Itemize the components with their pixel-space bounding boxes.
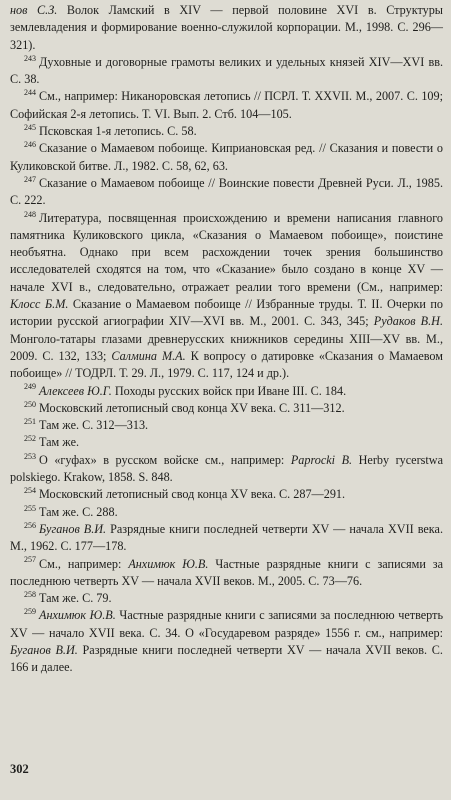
footnote-number: 256 <box>24 520 36 530</box>
footnote-text: Волок Ламский в XIV — первой половине XVI в. Структуры землевладения и формирование военно-служилой корпорации. М., 1998. С. 296—321). <box>10 3 443 52</box>
author-name: Буганов В.И. <box>10 642 78 657</box>
footnote-text: Herby rycerstwa polskiego. Krakow, 1858. S. 848. <box>10 452 443 485</box>
footnote-text: Разрядные книги последней четверти XV — начала XVII веков. С. 166 и далее. <box>10 642 443 675</box>
footnote <box>10 210 443 383</box>
footnotes-list <box>10 2 443 677</box>
author-name: Анхимюк Ю.В. <box>128 556 209 571</box>
footnote-text: Духовные и договорные грамоты великих и удельных князей XIV—XVI вв. С. 38. <box>10 54 443 87</box>
footnote <box>10 590 443 607</box>
footnote-number: 257 <box>24 555 36 565</box>
footnote <box>10 88 443 123</box>
footnote-text: Там же. С. 288. <box>39 504 118 519</box>
footnote-text: К вопросу о датировке «Сказания о Мамаевом побоище» // ТОДРЛ. Т. 29. Л., 1979. С. 117, 124 и др.). <box>10 348 444 381</box>
footnote-number: 251 <box>24 417 36 427</box>
footnote <box>10 452 443 487</box>
footnote-number: 259 <box>24 607 36 617</box>
footnote <box>10 434 443 451</box>
footnote-text: Разрядные книги последней четверти XV — начала XVII века. М., 1962. С. 177—178. <box>10 521 443 554</box>
footnote-number: 253 <box>24 451 36 461</box>
author-name: Клосс Б.М. <box>10 297 69 312</box>
footnote <box>10 486 443 503</box>
footnote-text: Псковская 1-я летопись. С. 58. <box>39 124 197 139</box>
footnote-text: Московский летописный свод конца XV века. С. 287—291. <box>39 487 346 502</box>
author-name: Рудаков В.Н. <box>373 314 443 329</box>
footnote-text: Московский летописный свод конца XV века. С. 311—312. <box>39 400 345 415</box>
footnote-number: 244 <box>24 88 36 98</box>
footnote-text: См., например: <box>39 556 129 571</box>
author-name: нов С.З. <box>10 3 58 17</box>
footnote <box>10 54 443 89</box>
author-name: Paprocki B. <box>290 452 353 467</box>
footnote-number: 243 <box>24 53 36 63</box>
footnote-number: 250 <box>24 399 36 409</box>
author-name: Анхимюк Ю.В. <box>39 608 116 623</box>
footnote-text: Сказание о Мамаевом побоище. Киприановская ред. // Сказания и повести о Куликовской битве. Л., 1982. С. 58, 62, 63. <box>10 141 443 173</box>
footnote-text: О «гуфах» в русском войске см., например: <box>39 452 291 467</box>
footnote <box>10 123 443 140</box>
footnote <box>10 2 443 54</box>
footnote-number: 255 <box>24 503 36 513</box>
footnote-text: Частные разрядные книги с записями за последнюю четверть XV — начало XVII века. С. 34. О «Государевом разряде» 1556 г. см., например: <box>10 608 443 640</box>
author-name: Алексеев Ю.Г. <box>39 383 112 398</box>
footnote <box>10 383 443 400</box>
footnote-text: Там же. <box>39 435 80 450</box>
footnote <box>10 504 443 521</box>
footnote-number: 245 <box>24 123 36 133</box>
footnote-text: См., например: Никаноровская летопись // ПСРЛ. Т. XXVII. М., 2007. С. 109; Софийская 2-я летопись. Т. VI. Вып. 2. Стб. 104—105. <box>10 89 443 121</box>
footnote-text: Литература, посвященная происхождению и времени написания главного памятника Куликовского цикла, «Сказания о Мамаевом побоище», поистине необъятна. Однако при всем расхождении точек зрения большинство исследователей сходятся на том, что «Сказание» было создано в конце XV — начале XVI в., следовательно, отражает реалии того времени (См., например: <box>10 210 443 294</box>
footnote <box>10 175 443 210</box>
footnote <box>10 521 443 556</box>
footnote-text: Там же. С. 79. <box>39 591 112 606</box>
footnote-number: 258 <box>24 590 36 600</box>
footnote-text: Сказание о Мамаевом побоище // Воинские повести Древней Руси. Л., 1985. С. 222. <box>10 175 443 208</box>
page-number: 302 <box>10 762 29 776</box>
footnote-number: 246 <box>24 140 36 150</box>
footnote-text: Там же. С. 312—313. <box>39 418 149 433</box>
footnote <box>10 400 443 417</box>
author-name: Буганов В.И. <box>39 521 107 536</box>
footnote <box>10 140 443 175</box>
footnote-text: Сказание о Мамаевом побоище // Избранные труды. Т. II. Очерки по истории русской агиографии XIV—XVI вв. М., 2001. С. 343, 345; <box>10 297 444 329</box>
footnote-number: 252 <box>24 434 36 444</box>
footnote <box>10 607 443 676</box>
footnote-number: 248 <box>24 209 36 219</box>
footnote-text: Монголо-татары глазами древнерусских книжников середины XIII—XV вв. М., 2009. С. 132, 133; <box>10 331 443 363</box>
footnote-text: Частные разрядные книги с записями за последнюю четверть XV — начала XVII веков. М., 2005. С. 73—76. <box>10 556 444 588</box>
footnote-number: 247 <box>24 174 36 184</box>
footnote <box>10 556 443 591</box>
footnote <box>10 417 443 434</box>
footnote-number: 254 <box>24 486 36 496</box>
author-name: Салмина М.А. <box>111 348 186 363</box>
footnote-text: Походы русских войск при Иване III. С. 184. <box>111 383 347 398</box>
footnote-number: 249 <box>24 382 36 392</box>
